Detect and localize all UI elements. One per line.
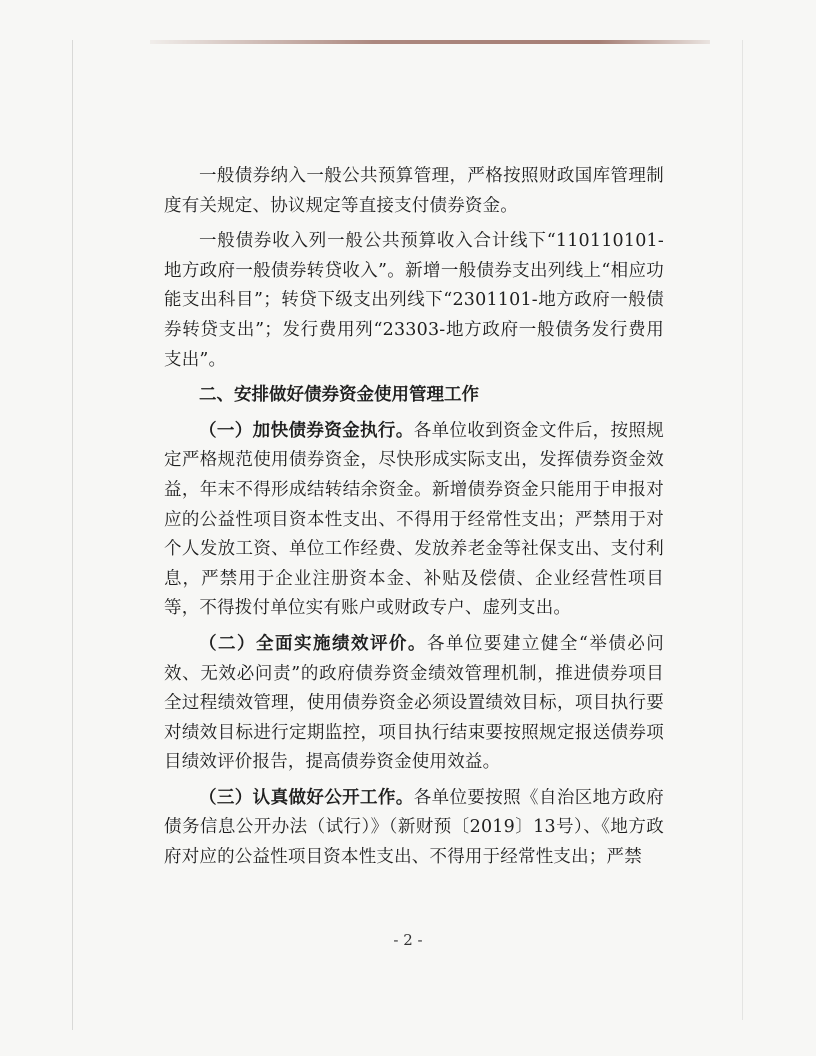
page-edge-top bbox=[150, 40, 710, 44]
subsection-text: 各单位收到资金文件后，按照规定严格规范使用债券资金，尽快形成实际支出，发挥债券资金效益，年末不得形成结转结余资金。新增债券资金只能用于申报对应的公益性项目资本性支出、不得用于经常性支出；严禁用于对个人发放工资、单位工作经费、发放养老金等社保支出、支付利息，严禁用于企业注册资本金、补贴及偿债、企业经营性项目等，不得拨付单位实有账户或财政专户、虚列支出。 bbox=[164, 420, 664, 619]
paragraph-text: 一般债券收入列一般公共预算收入合计线下“110110101-地方政府一般债券转贷收入”。新增一般债券支出列线上“相应功能支出科目”；转贷下级支出列线下“2301101-地方政府一般债券转贷支出”；发行费用列“23303-地方政府一般债务发行费用支出”。 bbox=[164, 231, 664, 370]
subsection-text: 各单位要建立健全“举债必问效、无效必问责”的政府债券资金绩效管理机制，推进债券项目全过程绩效管理，使用债券资金必须设置绩效目标，项目执行要对绩效目标进行定期监控，项目执行结束要按照规定报送债券项目绩效评价报告，提高债券资金使用效益。 bbox=[164, 633, 665, 773]
paragraph-general-bond-management bbox=[164, 162, 664, 221]
subsection-performance-evaluation bbox=[164, 630, 664, 778]
subsection-lead: （一）加快债券资金执行。 bbox=[199, 420, 414, 441]
subsection-text: 各单位要按照《自治区地方政府债务信息公开办法（试行）》（新财预〔2019〕13号）、《地方政府对应的公益性项目资本性支出、不得用于经常性支出；严禁 bbox=[164, 787, 664, 868]
section-heading: 二、安排做好债券资金使用管理工作 bbox=[199, 385, 479, 406]
page-number: - 2 - bbox=[393, 931, 423, 949]
paragraph-general-bond-accounting bbox=[164, 227, 664, 375]
paragraph-text: 一般债券纳入一般公共预算管理，严格按照财政国库管理制度有关规定、协议规定等直接支付债券资金。 bbox=[164, 166, 664, 216]
subsection-lead: （三）认真做好公开工作。 bbox=[199, 787, 414, 808]
page-edge-left bbox=[72, 40, 73, 1030]
subsection-lead: （二）全面实施绩效评价。 bbox=[199, 633, 427, 654]
subsection-speed-up-execution bbox=[164, 417, 664, 624]
document-body bbox=[164, 162, 664, 873]
subsection-disclosure bbox=[164, 784, 664, 873]
page-edge-right bbox=[742, 40, 743, 1020]
